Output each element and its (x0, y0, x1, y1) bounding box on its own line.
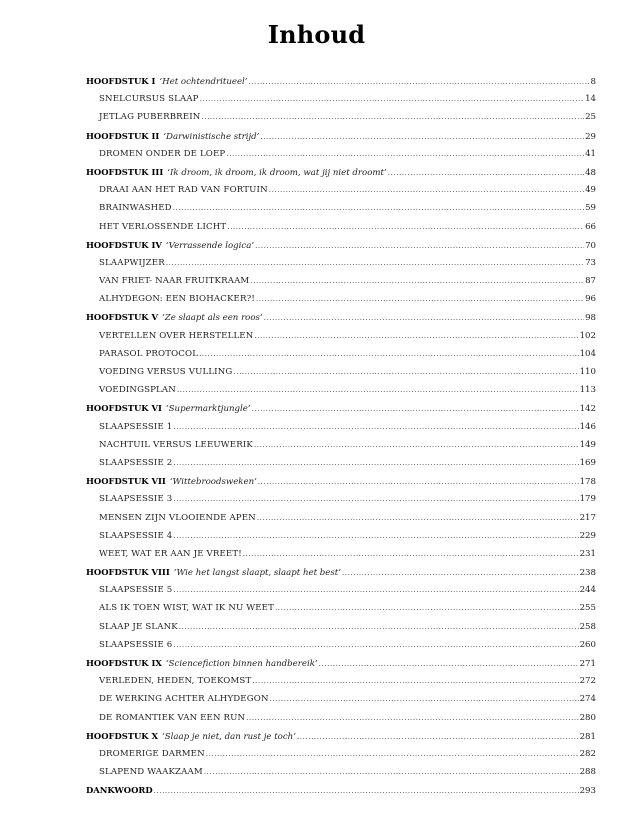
page-number: 98 (585, 313, 596, 324)
entry-label (99, 636, 172, 654)
dot-leader (173, 527, 578, 545)
section-title: VERLEDEN, HEDEN, TOEKOMST (99, 676, 252, 687)
toc-section-entry[interactable] (86, 181, 596, 199)
section-title: MENSEN ZIJN VLOOIENDE APEN (99, 512, 256, 523)
entry-label (86, 399, 251, 417)
chapter-subtitle: ‘Wie het langst slaapt, slaapt het best’ (173, 568, 341, 579)
entry-label (99, 545, 242, 563)
entry-label (99, 490, 172, 508)
section-title: PARASOL PROTOCOL (99, 348, 199, 359)
page-number: 272 (579, 676, 596, 687)
toc-section-entry[interactable] (86, 418, 596, 436)
entry-label (86, 163, 387, 181)
toc-section-entry[interactable] (86, 218, 596, 236)
dot-leader (264, 309, 584, 326)
section-title: WEET, WAT ER AAN JE VREET! (99, 548, 242, 559)
chapter-subtitle: ‘Ik droom, ik droom, ik droom, wat jij niet droomt’ (167, 167, 387, 178)
chapter-subtitle: ‘Verrassende logica’ (165, 240, 255, 251)
page-number: 110 (579, 367, 596, 377)
toc-section-entry[interactable] (86, 90, 596, 108)
chapter-subtitle: ‘Supermarktjungle’ (165, 404, 251, 415)
dot-leader (173, 636, 578, 654)
toc-section-entry[interactable] (86, 636, 596, 654)
toc-chapter-entry[interactable] (86, 163, 596, 181)
page-number: 288 (579, 767, 596, 778)
dot-leader (201, 108, 584, 126)
page-number: 48 (585, 167, 596, 178)
toc-section-entry[interactable] (86, 599, 596, 617)
section-title: DROMERIGE DARMEN (99, 748, 205, 759)
dot-leader (154, 782, 579, 799)
page-number: 255 (579, 603, 596, 614)
section-title: VERTELLEN OVER HERSTELLEN (99, 330, 254, 341)
dot-leader (249, 73, 590, 90)
toc-section-entry[interactable] (86, 490, 596, 508)
dot-leader (250, 272, 584, 290)
toc-section-entry[interactable] (86, 618, 596, 636)
dot-leader (255, 237, 584, 254)
chapter-subtitle: ‘Darwinistische strijd’ (163, 131, 260, 142)
toc-section-entry[interactable] (86, 345, 596, 363)
chapter-number: HOOFDSTUK II (86, 130, 160, 141)
entry-label (99, 381, 176, 399)
dot-leader (206, 745, 579, 763)
page-number: 104 (579, 348, 596, 359)
entry-label (86, 654, 318, 672)
page-number: 96 (585, 294, 596, 305)
toc-chapter-entry[interactable] (86, 72, 596, 90)
chapter-number: HOOFDSTUK IV (86, 239, 162, 250)
entry-label (99, 436, 253, 454)
dot-leader (173, 490, 578, 508)
dot-leader (233, 363, 578, 381)
page-number: 73 (585, 257, 596, 268)
toc-section-entry[interactable] (86, 327, 596, 345)
entry-label (99, 763, 203, 781)
page-number: 258 (579, 621, 596, 632)
dot-leader (173, 454, 578, 472)
page-number: 281 (579, 731, 596, 742)
chapter-subtitle: ‘Het ochtendritueel’ (159, 77, 248, 87)
page-number: 149 (579, 439, 596, 450)
page-number: 142 (579, 404, 596, 415)
toc-chapter-entry[interactable] (86, 236, 596, 254)
entry-label (99, 454, 172, 472)
section-title: SLAAPSESSIE 1 (99, 421, 173, 432)
chapter-subtitle: ‘Wittebroodsweken’ (169, 477, 257, 488)
page-number: 87 (585, 276, 596, 287)
page-number: 260 (579, 639, 596, 650)
chapter-subtitle: ‘Sciencefiction binnen handbereik’ (165, 659, 318, 669)
dot-leader (204, 763, 579, 781)
section-title: SLAAP JE SLANK (99, 621, 178, 632)
section-title: NACHTUIL VERSUS LEEUWERIK (99, 439, 253, 450)
toc-chapter-entry[interactable] (86, 127, 596, 145)
page-number: 293 (579, 786, 596, 797)
page-number: 282 (579, 748, 596, 759)
dot-leader (246, 709, 578, 727)
dot-leader (173, 418, 578, 436)
section-title: DROMEN ONDER DE LOEP (99, 148, 226, 159)
entry-label (99, 254, 165, 272)
toc-chapter-entry[interactable] (86, 781, 596, 799)
dot-leader (177, 381, 579, 399)
page-number: 49 (585, 185, 596, 196)
section-title: DE ROMANTIEK VAN EEN RUN (99, 712, 246, 723)
page-number: 146 (579, 421, 596, 432)
section-title: HET VERLOSSENDE LICHT (99, 221, 227, 232)
toc-chapter-entry[interactable] (86, 563, 596, 581)
page-title: Inhoud (267, 20, 366, 49)
dot-leader (200, 90, 584, 108)
dot-leader (173, 581, 578, 599)
section-title: SLAAPSESSIE 3 (99, 494, 173, 505)
page-number: 178 (579, 477, 596, 488)
entry-label (99, 199, 172, 217)
toc-chapter-entry[interactable] (86, 472, 596, 490)
page-number: 70 (585, 240, 596, 251)
table-of-contents (86, 72, 596, 800)
page-number: 231 (579, 548, 596, 559)
toc-section-entry[interactable] (86, 254, 596, 272)
dot-leader (270, 690, 579, 708)
page-number: 25 (585, 112, 596, 123)
dot-leader (275, 599, 579, 617)
entry-label (99, 527, 172, 545)
entry-label (99, 90, 199, 108)
chapter-subtitle: ‘Slaap je niet, dan rust je toch’ (162, 731, 296, 742)
entry-label (99, 581, 172, 599)
toc-chapter-entry[interactable] (86, 308, 596, 326)
section-title: SLAAPSESSIE 5 (99, 585, 173, 596)
section-title: JETLAG PUBERBREIN (99, 112, 201, 123)
entry-label (99, 272, 249, 290)
toc-section-entry[interactable] (86, 363, 596, 381)
section-title: SNELCURSUS SLAAP (99, 94, 199, 105)
entry-label (99, 509, 256, 527)
page-number: 66 (585, 221, 596, 232)
toc-section-entry[interactable] (86, 290, 596, 308)
toc-section-entry[interactable] (86, 272, 596, 290)
entry-label (99, 672, 251, 690)
entry-label (99, 618, 178, 636)
dot-leader (179, 618, 579, 636)
chapter-subtitle: ‘Ze slaapt als een roos’ (162, 313, 263, 324)
dot-leader (254, 436, 579, 454)
entry-label (99, 745, 205, 763)
toc-chapter-entry[interactable] (86, 654, 596, 672)
page-number: 59 (585, 203, 596, 214)
section-title: VOEDINGSPLAN (99, 385, 176, 396)
dot-leader (319, 655, 579, 672)
dot-leader (252, 672, 578, 690)
dot-leader (297, 728, 579, 745)
page-number: 169 (579, 457, 596, 468)
dot-leader (173, 199, 584, 217)
dot-leader (260, 128, 584, 145)
entry-label (99, 181, 268, 199)
entry-label (86, 472, 257, 490)
page-number: 274 (579, 694, 596, 705)
entry-label (99, 108, 200, 126)
dot-leader (243, 545, 579, 563)
entry-label (99, 290, 255, 308)
toc-section-entry[interactable] (86, 745, 596, 763)
page-number: 238 (579, 568, 596, 579)
dot-leader (199, 345, 579, 363)
chapter-number: HOOFDSTUK I (86, 76, 156, 86)
page-number: 8 (590, 77, 596, 87)
dot-leader (226, 145, 584, 163)
dot-leader (254, 327, 578, 345)
page-number: 179 (579, 494, 596, 505)
dot-leader (166, 254, 584, 272)
toc-chapter-entry[interactable] (86, 727, 596, 745)
dot-leader (252, 400, 579, 417)
chapter-number: HOOFDSTUK VI (86, 403, 162, 414)
chapter-number: HOOFDSTUK VIII (86, 567, 170, 578)
chapter-number: DANKWOORD (86, 785, 153, 796)
entry-label (99, 418, 172, 436)
dot-leader (257, 509, 579, 527)
page-number: 102 (579, 330, 596, 341)
chapter-number: HOOFDSTUK IX (86, 658, 162, 668)
toc-section-entry[interactable] (86, 763, 596, 781)
section-title: VAN FRIET- NAAR FRUITKRAAM (99, 276, 250, 287)
toc-section-entry[interactable] (86, 709, 596, 727)
entry-label (99, 327, 253, 345)
dot-leader (227, 218, 584, 236)
dot-leader (256, 290, 584, 308)
chapter-number: HOOFDSTUK III (86, 166, 164, 177)
section-title: SLAAPSESSIE 2 (99, 457, 173, 468)
toc-section-entry[interactable] (86, 436, 596, 454)
dot-leader (388, 164, 584, 181)
page-number: 113 (579, 385, 596, 396)
entry-label (99, 690, 269, 708)
entry-label (86, 127, 259, 145)
toc-section-entry[interactable] (86, 381, 596, 399)
section-title: DE WERKING ACHTER ALHYDEGON (99, 694, 269, 705)
chapter-number: HOOFDSTUK VII (86, 476, 166, 487)
page-number: 229 (579, 530, 596, 541)
entry-label (86, 308, 263, 326)
section-title: SLAAPSESSIE 4 (99, 530, 173, 541)
dot-leader (269, 181, 584, 199)
toc-section-entry[interactable] (86, 199, 596, 217)
toc-section-entry[interactable] (86, 145, 596, 163)
toc-chapter-entry[interactable] (86, 399, 596, 417)
page-number: 14 (585, 94, 596, 105)
entry-label (99, 363, 232, 381)
entry-label (86, 236, 254, 254)
page-number: 217 (579, 512, 596, 523)
entry-label (99, 145, 225, 163)
dot-leader (258, 473, 579, 490)
page-number: 244 (579, 585, 596, 596)
toc-section-entry[interactable] (86, 690, 596, 708)
page-number: 280 (579, 712, 596, 723)
page-number: 41 (585, 148, 596, 159)
entry-label (86, 781, 153, 799)
toc-section-entry[interactable] (86, 509, 596, 527)
page-number: 271 (579, 659, 596, 669)
section-title: ALHYDEGON: EEN BIOHACKER?! (99, 294, 255, 305)
chapter-number: HOOFDSTUK X (86, 730, 158, 741)
toc-section-entry[interactable] (86, 527, 596, 545)
chapter-number: HOOFDSTUK V (86, 312, 158, 323)
section-title: SLAAPWIJZER (99, 257, 165, 268)
section-title: SLAPEND WAAKZAAM (99, 767, 203, 778)
entry-label (99, 709, 245, 727)
section-title: VOEDING VERSUS VULLING (99, 367, 233, 377)
entry-label (99, 345, 198, 363)
section-title: SLAAPSESSIE 6 (99, 639, 173, 650)
section-title: BRAINWASHED (99, 203, 172, 214)
entry-label (86, 563, 341, 581)
entry-label (99, 599, 274, 617)
toc-section-entry[interactable] (86, 581, 596, 599)
toc-section-entry[interactable] (86, 454, 596, 472)
toc-section-entry[interactable] (86, 672, 596, 690)
section-title: DRAAI AAN HET RAD VAN FORTUIN (99, 185, 268, 196)
entry-label (86, 727, 296, 745)
toc-section-entry[interactable] (86, 545, 596, 563)
entry-label (86, 72, 248, 90)
section-title: ALS IK TOEN WIST, WAT IK NU WEET (99, 603, 274, 614)
toc-section-entry[interactable] (86, 108, 596, 126)
page-number: 29 (585, 131, 596, 142)
entry-label (99, 218, 226, 236)
dot-leader (342, 564, 579, 581)
